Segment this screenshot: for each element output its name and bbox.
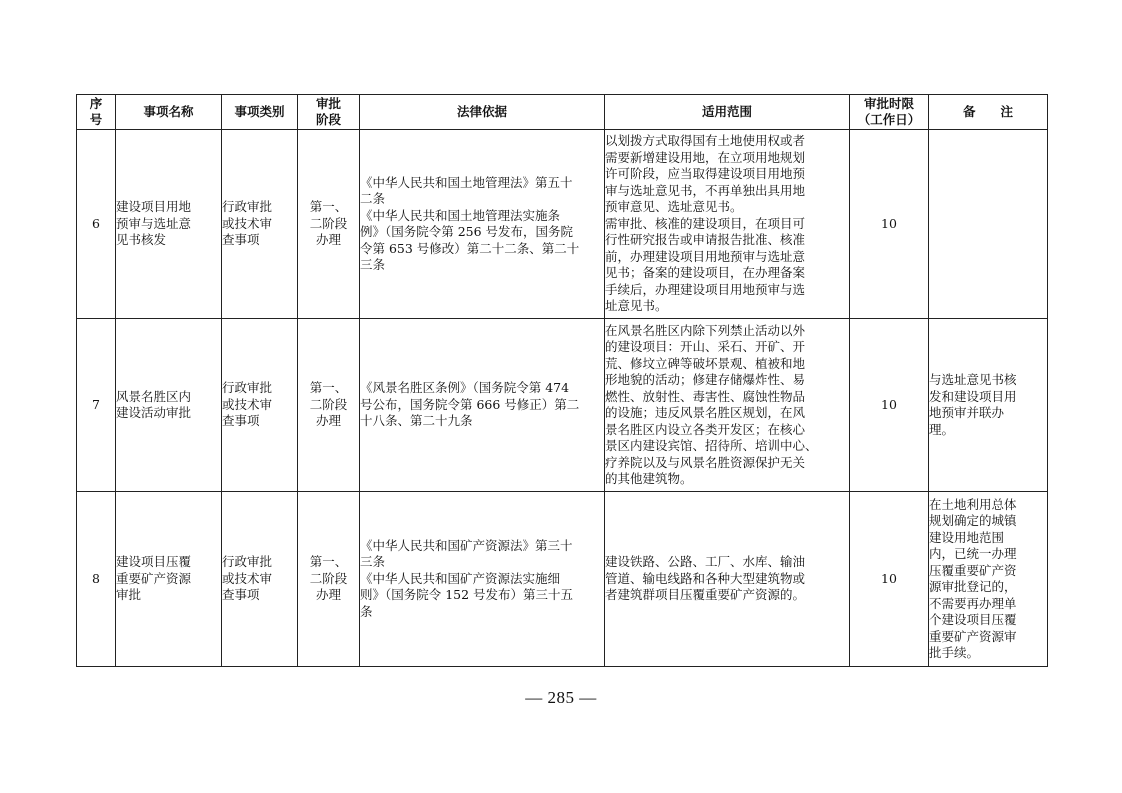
cell-item-name-line: 见书核发 <box>116 232 167 248</box>
cell-item-name <box>116 319 222 492</box>
header-remarks: 备 注 <box>929 95 1048 130</box>
cell-category-line: 查事项 <box>222 413 260 429</box>
cell-category-line: 查事项 <box>222 587 260 603</box>
cell-remarks <box>929 319 1048 492</box>
cell-scope-line: 的建设项目：开山、采石、开矿、开 <box>605 339 806 354</box>
table-row <box>77 319 1048 492</box>
header-legal-basis: 法律依据 <box>360 95 605 130</box>
cell-remarks-line: 重要矿产资源审 <box>929 628 1017 644</box>
cell-category-line: 或技术审 <box>222 396 273 412</box>
cell-scope-line: 荒、修坟立碑等破坏景观、植被和地 <box>605 355 806 371</box>
cell-legal-basis-line: 三条 <box>360 554 386 570</box>
cell-category-line: 查事项 <box>222 232 260 248</box>
cell-legal-basis-line: 例》（国务院令第 256 号发布，国务院 <box>360 224 574 239</box>
cell-scope-line: 需要新增建设用地，在立项用地规划 <box>605 149 806 165</box>
cell-stage-line: 第一、 <box>309 554 348 570</box>
cell-remarks <box>929 130 1048 319</box>
cell-seq: 7 <box>77 319 116 492</box>
cell-scope-line: 在风景名胜区内除下列禁止活动以外 <box>605 322 806 338</box>
cell-item-name-line: 审批 <box>116 587 142 603</box>
cell-item-name-line: 重要矿产资源 <box>116 570 192 586</box>
cell-remarks-line: 发和建设项目用 <box>929 388 1017 404</box>
cell-remarks-line: 批手续。 <box>929 645 980 660</box>
cell-scope-line: 疗养院以及与风景名胜资源保护无关 <box>605 454 806 470</box>
cell-scope-line: 址意见书。 <box>605 298 668 314</box>
cell-stage-line: 办理 <box>315 413 341 429</box>
cell-legal-basis-line: 《中华人民共和国土地管理法》第五十 <box>360 174 573 190</box>
cell-legal-basis-line: 《中华人民共和国土地管理法实施条 <box>360 207 561 223</box>
cell-remarks-line: 与选址意见书核 <box>929 372 1017 387</box>
cell-scope <box>605 130 850 319</box>
cell-scope-line: 许可阶段，应当取得建设项目用地预 <box>605 166 806 182</box>
cell-category <box>222 492 298 667</box>
cell-remarks-line: 源审批登记的， <box>929 579 1017 594</box>
cell-legal-basis <box>360 319 605 492</box>
table-header-row <box>77 95 1048 130</box>
cell-scope-line: 形地貌的活动；修建存储爆炸性、易 <box>605 372 806 387</box>
cell-scope-line: 以划拨方式取得国有土地使用权或者 <box>605 133 806 149</box>
page-number: — 285 — <box>525 688 597 707</box>
cell-remarks-line: 建设用地范围 <box>929 529 1005 545</box>
cell-item-name-line: 风景名胜区内 <box>116 388 192 404</box>
cell-scope-line: 者建筑群项目压覆重要矿产资源的。 <box>605 587 806 603</box>
header-name: 事项名称 <box>116 95 222 130</box>
cell-scope-line: 手续后，办理建设项目用地预审与选 <box>605 281 806 297</box>
cell-scope-line: 的设施；违反风景名胜区规划，在风 <box>605 405 806 420</box>
cell-stage-line: 二阶段 <box>309 396 348 412</box>
cell-remarks <box>929 492 1048 667</box>
cell-scope-line: 预审意见、选址意见书。 <box>605 199 743 215</box>
cell-scope-line: 管道、输电线路和各种大型建筑物或 <box>605 570 806 586</box>
approval-items-table <box>76 94 1048 667</box>
cell-category-line: 或技术审 <box>222 570 273 586</box>
cell-scope <box>605 492 850 667</box>
cell-remarks-line: 内，已统一办理 <box>929 546 1017 561</box>
cell-seq: 8 <box>77 492 116 667</box>
cell-seq: 6 <box>77 130 116 319</box>
cell-stage-line: 二阶段 <box>309 570 348 586</box>
cell-legal-basis-line: 二条 <box>360 191 386 206</box>
cell-remarks-line: 地预审并联办 <box>929 405 1005 420</box>
cell-scope-line: 行性研究报告或申请报告批准、核准 <box>605 232 806 248</box>
cell-category-line: 或技术审 <box>222 215 273 231</box>
cell-stage-line: 第一、 <box>309 199 348 215</box>
cell-stage-line: 办理 <box>315 232 341 248</box>
cell-category <box>222 130 298 319</box>
cell-category-line: 行政审批 <box>222 554 273 570</box>
cell-item-name <box>116 130 222 319</box>
cell-legal-basis-line: 号公布，国务院令第 666 号修正）第二 <box>360 396 580 412</box>
cell-scope-line: 见书；备案的建设项目，在办理备案 <box>605 265 806 281</box>
cell-legal-basis-line: 则》（国务院令 152 号发布）第三十五 <box>360 587 574 603</box>
cell-remarks-line: 规划确定的城镇 <box>929 513 1017 528</box>
cell-scope-line: 审与选址意见书，不再单独出具用地 <box>605 182 806 198</box>
cell-legal-basis-line: 《风景名胜区条例》（国务院令第 474 <box>360 380 570 396</box>
cell-legal-basis-line: 《中华人民共和国矿产资源法》第三十 <box>360 537 573 553</box>
header-scope: 适用范围 <box>605 95 850 130</box>
cell-remarks-line: 压覆重要矿产资 <box>929 562 1017 578</box>
cell-time-limit: 10 <box>850 319 929 492</box>
table-row <box>77 130 1048 319</box>
cell-category <box>222 319 298 492</box>
cell-legal-basis-line: 十八条、第二十九条 <box>360 413 473 429</box>
cell-scope-line: 燃性、放射性、毒害性、腐蚀性物品 <box>605 388 806 404</box>
cell-legal-basis-line: 三条 <box>360 257 386 272</box>
cell-stage-line: 二阶段 <box>309 215 348 231</box>
cell-item-name-line: 建设活动审批 <box>116 405 192 420</box>
cell-scope-line: 的其他建筑物。 <box>605 471 693 486</box>
cell-scope <box>605 319 850 492</box>
table-row <box>77 492 1048 667</box>
cell-category-line: 行政审批 <box>222 199 273 215</box>
cell-legal-basis-line: 条 <box>360 603 373 619</box>
cell-item-name-line: 建设项目用地 <box>116 199 192 215</box>
cell-stage-line: 第一、 <box>309 380 348 396</box>
cell-legal-basis-line: 《中华人民共和国矿产资源法实施细 <box>360 570 561 586</box>
header-stage: 审批 阶段 <box>298 95 360 130</box>
cell-remarks-line: 理。 <box>929 421 955 437</box>
cell-time-limit: 10 <box>850 130 929 319</box>
cell-remarks-line: 不需要再办理单 <box>929 595 1017 611</box>
cell-scope-line: 景区内建设宾馆、招待所、培训中心、 <box>605 438 818 453</box>
cell-scope-line: 需审批、核准的建设项目，在项目可 <box>605 215 806 231</box>
cell-legal-basis <box>360 492 605 667</box>
cell-stage <box>298 130 360 319</box>
cell-scope-line: 前，办理建设项目用地预审与选址意 <box>605 248 806 264</box>
cell-scope-line: 景名胜区内设立各类开发区；在核心 <box>605 421 806 437</box>
cell-item-name-line: 预审与选址意 <box>116 215 192 231</box>
cell-item-name-line: 建设项目压覆 <box>116 554 192 570</box>
cell-legal-basis-line: 令第 653 号修改）第二十二条、第二十 <box>360 240 580 256</box>
header-time-limit: 审批时限 （工作日） <box>850 95 929 130</box>
cell-scope-line: 建设铁路、公路、工厂、水库、输油 <box>605 554 806 570</box>
cell-stage-line: 办理 <box>315 587 341 603</box>
header-category: 事项类别 <box>222 95 298 130</box>
cell-remarks-line: 在土地利用总体 <box>929 496 1017 512</box>
cell-category-line: 行政审批 <box>222 380 273 396</box>
cell-remarks-line: 个建设项目压覆 <box>929 612 1017 627</box>
cell-stage <box>298 319 360 492</box>
cell-stage <box>298 492 360 667</box>
cell-legal-basis <box>360 130 605 319</box>
cell-time-limit: 10 <box>850 492 929 667</box>
header-seq: 序 号 <box>77 95 116 130</box>
cell-item-name <box>116 492 222 667</box>
